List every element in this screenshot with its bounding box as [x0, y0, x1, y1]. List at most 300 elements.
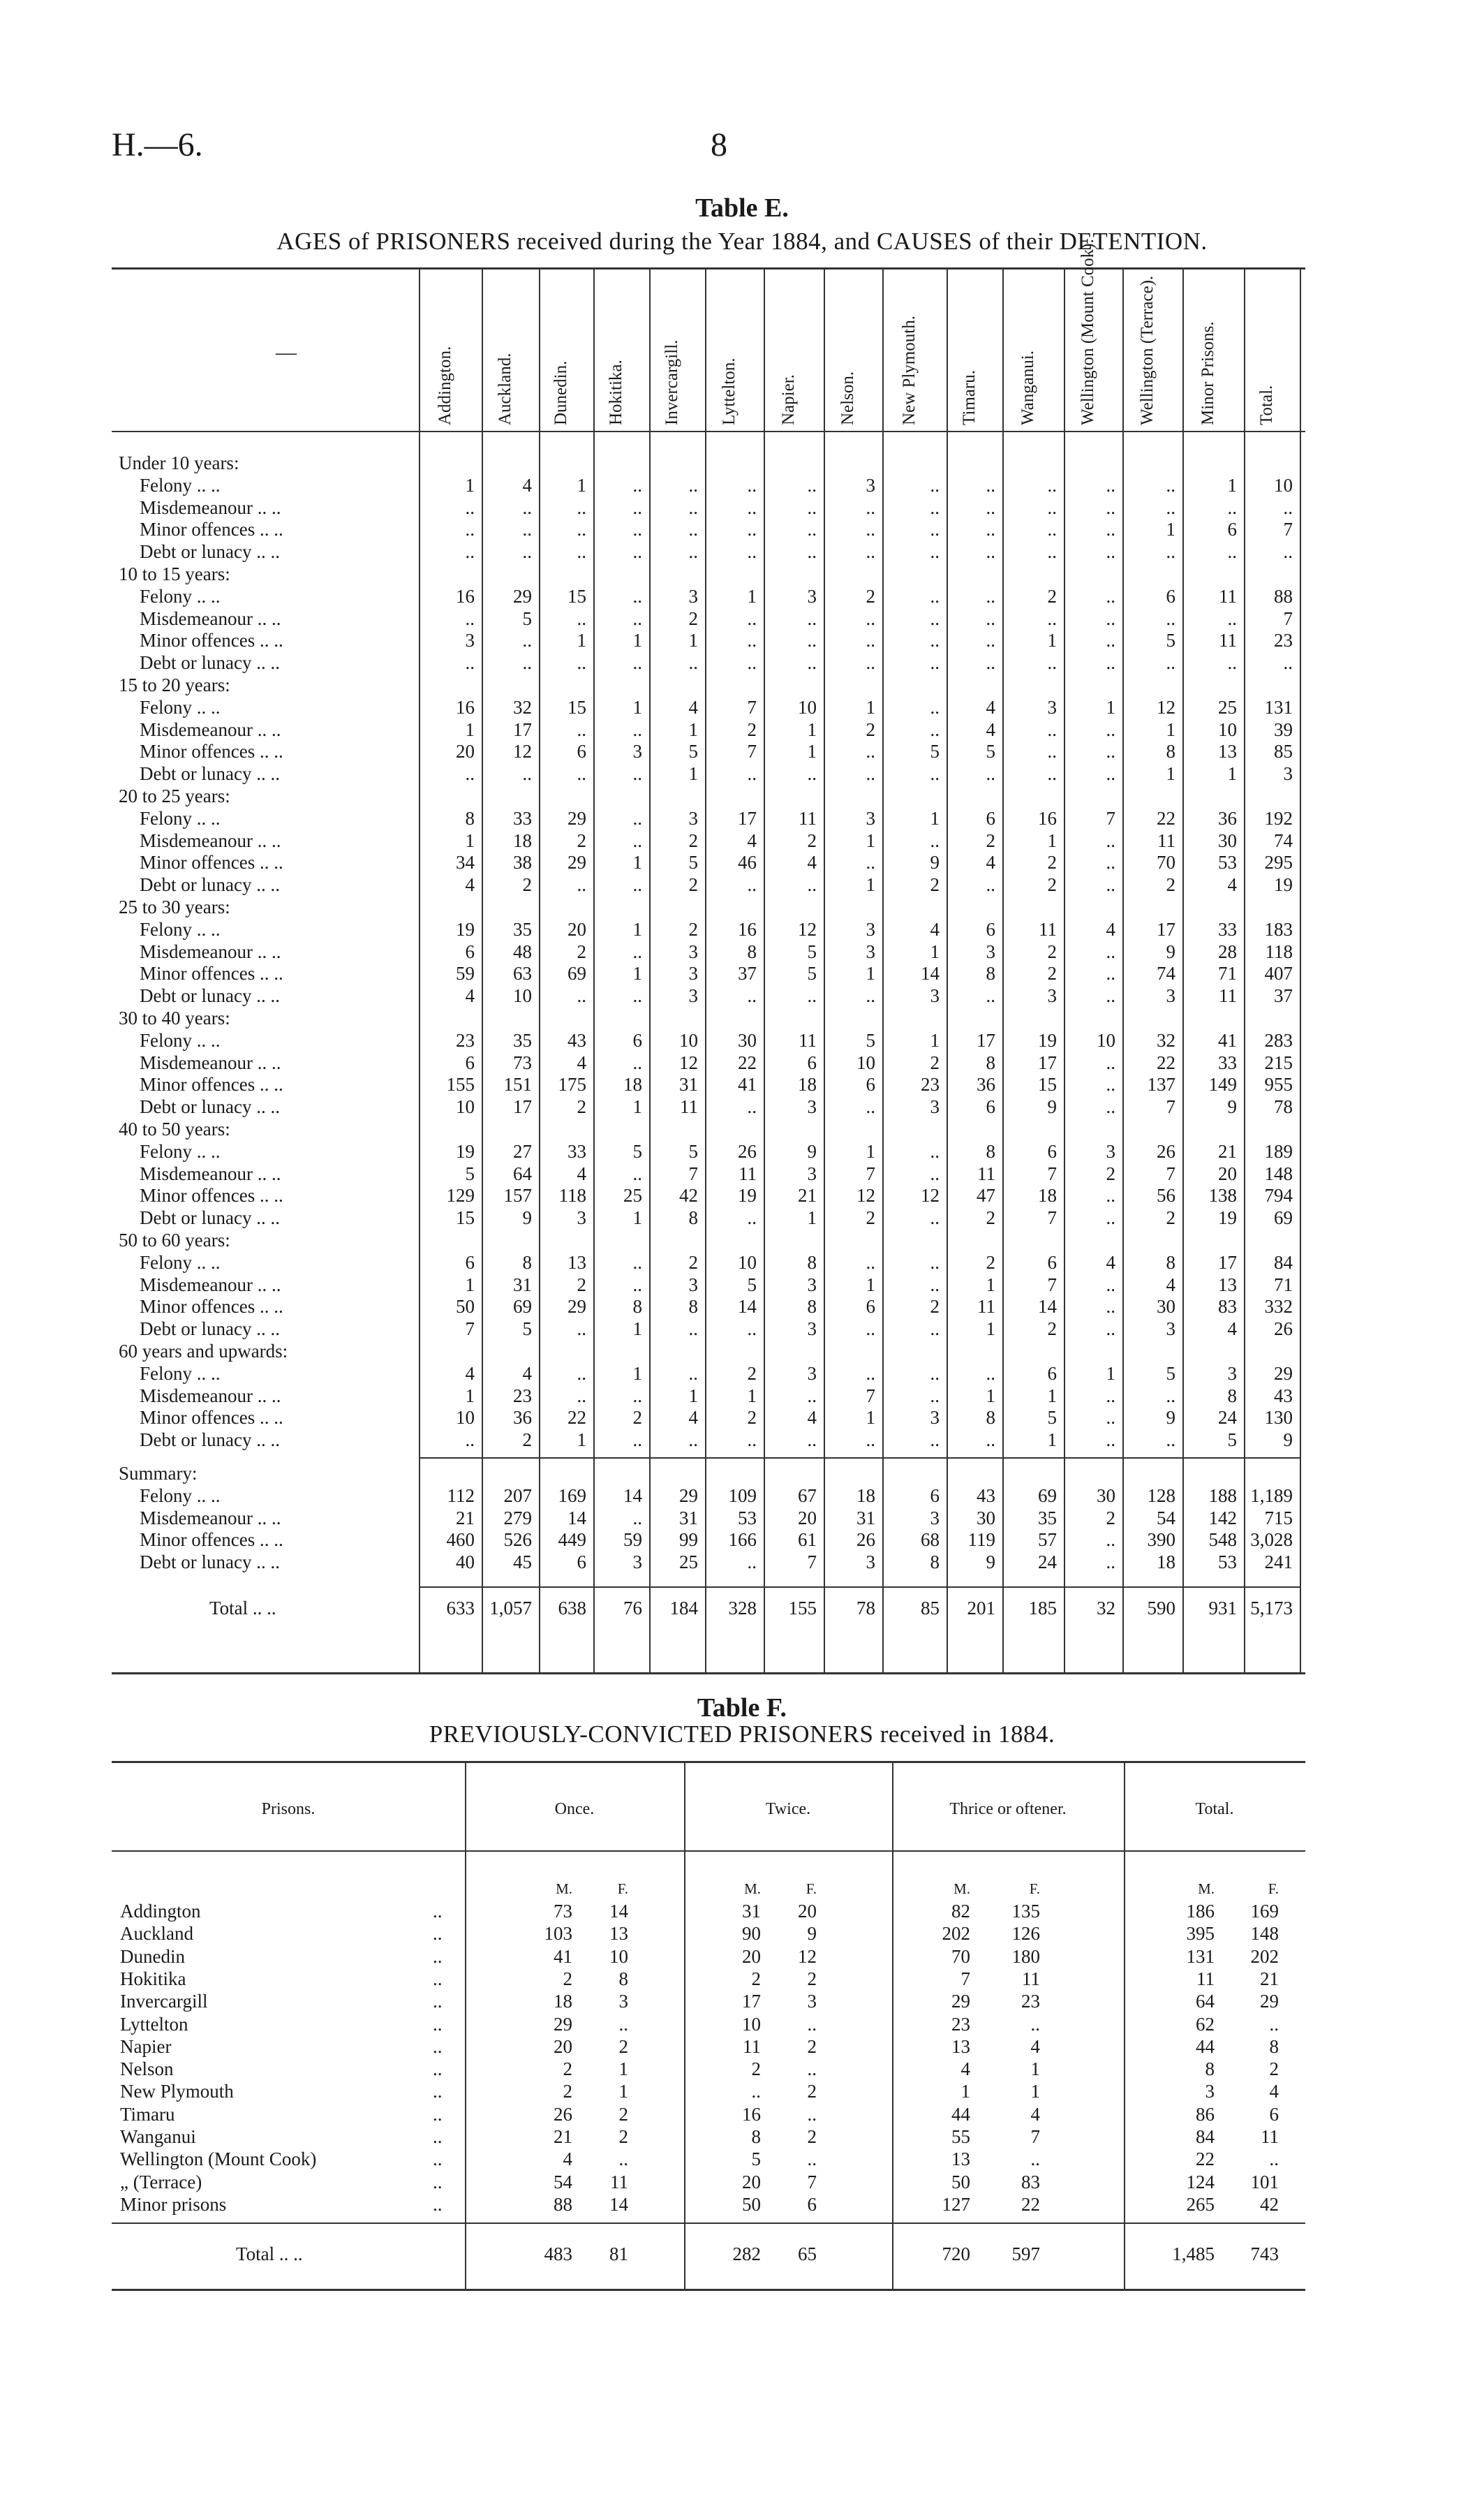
table-e-row-cell: ..: [1106, 652, 1115, 674]
table-f-cell: 202: [942, 1923, 970, 1945]
table-f-cell: 13: [951, 2148, 970, 2170]
table-e-row-cell: 29: [567, 852, 586, 873]
table-e-row-label: Debt or lunacy .. ..: [140, 1551, 280, 1573]
table-e-row-cell: 33: [1218, 1052, 1237, 1073]
table-f-cell: 6: [1269, 2103, 1279, 2125]
table-f-cell: 101: [1250, 2171, 1279, 2192]
table-e-row-cell: 83: [1218, 1296, 1237, 1318]
table-f-cell: 169: [1250, 1901, 1279, 1922]
table-e-row-cell: ..: [1283, 541, 1293, 563]
table-e-row-cell: ..: [632, 807, 642, 829]
table-e-row-cell: ..: [1166, 541, 1175, 563]
table-f-cell: 21: [554, 2126, 572, 2147]
table-e-row-cell: 1: [632, 918, 642, 940]
table-e-row-cell: ..: [632, 1429, 642, 1451]
table-e-row-cell: 2: [986, 1251, 995, 1273]
table-e-row-cell: ..: [1047, 519, 1057, 540]
table-f-leader: ..: [433, 2126, 443, 2147]
table-e-row-cell: 47: [977, 1185, 995, 1207]
table-e-row-cell: 1: [1166, 718, 1175, 740]
table-e-row-cell: 2: [1047, 874, 1057, 896]
table-e-row-cell: 71: [1274, 1274, 1293, 1295]
table-e-total-cell: 5,173: [1250, 1598, 1293, 1619]
table-f-cell: 90: [742, 1923, 761, 1945]
table-e-row-cell: 33: [567, 1140, 586, 1162]
table-e-row-cell: 35: [513, 918, 532, 940]
table-f-cell: 148: [1250, 1923, 1279, 1945]
table-e-row-cell: ..: [866, 852, 875, 873]
table-e-row-label: Felony .. ..: [140, 1362, 221, 1384]
table-f-header-rule: [112, 1850, 1305, 1852]
table-e-bottom-rule: [112, 1672, 1305, 1674]
table-e-row-cell: ..: [930, 541, 940, 563]
table-e-row-cell: ..: [1106, 1429, 1115, 1451]
table-e-row-cell: 192: [1264, 807, 1293, 829]
table-e-row-cell: ..: [632, 874, 642, 896]
table-f-cell: ..: [1030, 2148, 1040, 2170]
table-e-row-cell: 142: [1208, 1507, 1237, 1528]
table-f-cell: 86: [1196, 2103, 1215, 2125]
table-e-total-cell: 931: [1208, 1598, 1237, 1619]
table-e-row-cell: 2: [866, 585, 875, 607]
table-e-row-cell: ..: [747, 607, 757, 629]
table-e-row-cell: 3: [807, 1318, 817, 1340]
table-e-row-cell: 11: [1039, 918, 1057, 940]
table-e-row-cell: ..: [577, 763, 586, 785]
table-e-row-cell: 21: [456, 1507, 475, 1528]
table-e-row-cell: 2: [1106, 1163, 1115, 1184]
table-e-row-cell: 17: [1157, 918, 1175, 940]
table-e-row-cell: 10: [456, 1407, 475, 1429]
table-e-row-cell: 4: [747, 830, 757, 851]
table-e-row-cell: ..: [747, 985, 757, 1007]
table-f-column-divider: [684, 1761, 685, 2289]
table-e-row-cell: 2: [747, 718, 757, 740]
table-f-female-header: F.: [806, 1880, 817, 1897]
table-e-row-cell: 6: [1047, 1251, 1057, 1273]
table-e-row-cell: ..: [807, 607, 817, 629]
table-e-row-cell: 54: [1157, 1507, 1175, 1528]
table-e-row-cell: ..: [1106, 963, 1115, 985]
table-e-row-cell: ..: [930, 1385, 940, 1406]
table-e-row-cell: ..: [1283, 496, 1293, 518]
table-e-row-cell: 5: [807, 941, 817, 962]
table-e-row-cell: 1: [632, 1318, 642, 1340]
table-e-row-cell: ..: [1106, 541, 1115, 563]
table-e-row-cell: 18: [856, 1484, 875, 1506]
table-e-row-cell: ..: [807, 1429, 817, 1451]
table-e-row-cell: 407: [1264, 963, 1293, 985]
table-e-row-cell: 2: [930, 874, 940, 896]
table-e-row-cell: ..: [577, 541, 586, 563]
table-e-row-cell: ..: [930, 763, 940, 785]
table-e-row-cell: 30: [977, 1507, 995, 1528]
table-e-row-cell: 53: [1218, 1551, 1237, 1573]
table-f-cell: 11: [610, 2171, 628, 2192]
table-e-row-cell: 11: [799, 1029, 817, 1051]
table-e-row-label: Misdemeanour .. ..: [140, 1507, 281, 1528]
table-e-row-cell: 26: [1274, 1318, 1293, 1340]
table-e-row-cell: 3: [807, 1163, 817, 1184]
table-e-row-cell: ..: [688, 1362, 698, 1384]
table-e-row-cell: 151: [503, 1074, 532, 1096]
table-e-row-label: Felony .. ..: [140, 918, 221, 940]
table-e-group-label: 20 to 25 years:: [119, 786, 230, 806]
table-e-row-cell: ..: [1047, 763, 1057, 785]
table-e-row-cell: 1: [930, 1029, 940, 1051]
table-e-row-label: Debt or lunacy .. ..: [140, 541, 280, 563]
table-e-row-cell: 53: [738, 1507, 757, 1528]
table-e-row-cell: 8: [522, 1251, 532, 1273]
table-e-row-cell: 2: [577, 1096, 586, 1118]
table-e-row-cell: 4: [465, 874, 475, 896]
table-f-cell: 73: [554, 1901, 572, 1922]
table-e-row-cell: 6: [577, 741, 586, 762]
table-e-row-cell: 215: [1264, 1052, 1293, 1073]
table-e-row-cell: 390: [1147, 1529, 1175, 1551]
table-f-cell: 44: [1196, 2035, 1215, 2057]
table-f-male-header: M.: [744, 1880, 761, 1897]
table-e-row-cell: ..: [632, 1385, 642, 1406]
table-e-row-cell: 69: [1038, 1484, 1057, 1506]
table-e-row-cell: ..: [747, 630, 757, 651]
table-f-row-label: Napier: [120, 2035, 172, 2057]
table-e-row-cell: ..: [1106, 941, 1115, 962]
table-e-row-cell: ..: [807, 763, 817, 785]
table-e-row-cell: 12: [798, 918, 817, 940]
table-e-column-header: Wellington (Mount Cook).: [1078, 239, 1097, 425]
table-e-row-cell: 9: [807, 1140, 817, 1162]
table-e-row-cell: 26: [1157, 1140, 1175, 1162]
table-e-row-cell: 183: [1264, 918, 1293, 940]
table-e-row-cell: 30: [1157, 1296, 1175, 1318]
table-e-row-cell: ..: [866, 607, 875, 629]
table-e-row-cell: ..: [986, 985, 995, 1007]
table-e-row-cell: ..: [986, 763, 995, 785]
table-e-row-cell: 11: [1219, 630, 1237, 651]
table-e-row-cell: 8: [747, 941, 757, 962]
table-e-row-cell: 1: [465, 474, 475, 496]
table-e-row-cell: ..: [807, 519, 817, 540]
table-e-row-cell: ..: [522, 541, 532, 563]
table-f-leader: ..: [433, 2193, 443, 2215]
table-f-leader: ..: [433, 2081, 443, 2102]
table-f-title: Table F.: [697, 1693, 787, 1723]
table-e-row-cell: 2: [1047, 963, 1057, 985]
table-e-row-cell: 8: [807, 1296, 817, 1318]
table-e-row-cell: 166: [728, 1529, 757, 1551]
table-e-row-cell: ..: [688, 1429, 698, 1451]
table-f-total-cell: 483: [544, 2243, 572, 2264]
table-f-cell: 4: [1269, 2081, 1279, 2102]
table-e-row-cell: 2: [1047, 585, 1057, 607]
table-e-row-cell: ..: [866, 985, 875, 1007]
table-e-row-cell: ..: [747, 474, 757, 496]
table-e-row-cell: ..: [747, 496, 757, 518]
table-f-cell: 2: [807, 1968, 817, 1989]
table-f-total-cell: 81: [609, 2243, 628, 2264]
table-e-row-cell: ..: [866, 1318, 875, 1340]
table-f-cell: 55: [951, 2126, 970, 2147]
table-e-row-cell: 20: [1218, 1163, 1237, 1184]
table-f-cell: ..: [807, 2148, 817, 2170]
table-e-row-cell: 715: [1264, 1507, 1293, 1528]
table-f-row-label: Addington: [120, 1901, 201, 1922]
table-e-row-cell: ..: [930, 1362, 940, 1384]
table-e-row-cell: 130: [1264, 1407, 1293, 1429]
table-e-row-cell: 7: [807, 1551, 817, 1573]
table-e-row-cell: ..: [930, 496, 940, 518]
table-e-row-cell: 84: [1274, 1251, 1293, 1273]
table-e-row-cell: 23: [1274, 630, 1293, 651]
table-e-row-cell: ..: [1106, 519, 1115, 540]
table-e-row-cell: 1: [577, 630, 586, 651]
table-e-row-cell: 36: [977, 1074, 995, 1096]
table-f-cell: 3: [1205, 2081, 1215, 2102]
table-e-row-cell: ..: [986, 496, 995, 518]
table-e-row-cell: 241: [1264, 1551, 1293, 1573]
table-e-row-cell: 18: [623, 1074, 642, 1096]
table-e-subtitle: AGES of PRISONERS received during the Year 1884, and CAUSES of their DETENTION.: [276, 228, 1208, 255]
table-e-row-cell: 18: [798, 1074, 817, 1096]
table-e-row-cell: 1: [632, 630, 642, 651]
table-f-total-label: Total .. ..: [236, 2243, 303, 2264]
table-f-cell: 2: [618, 2126, 628, 2147]
table-e-row-cell: 6: [986, 1096, 995, 1118]
table-f-leader: ..: [433, 1923, 443, 1945]
table-e-row-cell: ..: [522, 763, 532, 785]
table-e-row-cell: 14: [1038, 1296, 1057, 1318]
table-e-row-cell: 1: [632, 1207, 642, 1229]
table-e-row-cell: 2: [747, 1407, 757, 1429]
table-e-row-cell: 3: [986, 941, 995, 962]
table-e-row-cell: 3: [930, 985, 940, 1007]
table-e-row-cell: ..: [1106, 1052, 1115, 1073]
table-e-row-cell: 3: [1047, 985, 1057, 1007]
table-e-top-rule: [112, 267, 1305, 270]
table-e-row-cell: 2: [522, 1429, 532, 1451]
table-e-row-cell: ..: [747, 541, 757, 563]
table-e-row-cell: 9: [1283, 1429, 1293, 1451]
table-e-row-cell: ..: [632, 1052, 642, 1073]
table-e-row-cell: 14: [921, 963, 940, 985]
table-f-leader: ..: [433, 1901, 443, 1922]
table-f-cell: 127: [942, 2193, 970, 2215]
table-e-row-cell: 2: [930, 1052, 940, 1073]
table-e-row-cell: 26: [738, 1140, 757, 1162]
table-e-row-cell: 449: [558, 1529, 586, 1551]
table-e-row-cell: ..: [930, 1429, 940, 1451]
table-e-row-cell: 1: [688, 763, 698, 785]
table-e-row-cell: 3: [632, 741, 642, 762]
table-e-row-cell: 9: [930, 852, 940, 873]
table-e-row-cell: ..: [1106, 741, 1115, 762]
table-f-total-cell: 743: [1250, 2243, 1279, 2264]
table-e-row-cell: 30: [738, 1029, 757, 1051]
table-e-row-cell: 1: [1047, 1429, 1057, 1451]
table-e-row-cell: 50: [456, 1296, 475, 1318]
table-e-row-cell: ..: [930, 607, 940, 629]
table-e-row-cell: ..: [465, 519, 475, 540]
table-e-row-cell: ..: [522, 496, 532, 518]
table-e-row-cell: 7: [465, 1318, 475, 1340]
table-e-row-cell: 460: [446, 1529, 475, 1551]
table-e-row-cell: 29: [567, 807, 586, 829]
table-f-row-label: Dunedin: [120, 1945, 185, 1967]
table-e-row-cell: 7: [866, 1385, 875, 1406]
table-e-row-cell: 4: [930, 918, 940, 940]
table-e-row-cell: 2: [688, 1251, 698, 1273]
table-f-cell: 5: [751, 2148, 761, 2170]
table-e-row-cell: 6: [866, 1296, 875, 1318]
table-e-row-cell: 5: [1166, 630, 1175, 651]
table-e-row-cell: 2: [866, 718, 875, 740]
table-e-row-label: Felony .. ..: [140, 807, 221, 829]
table-e-row-cell: 1: [577, 1429, 586, 1451]
table-e-row-cell: 2: [577, 1274, 586, 1295]
table-e-row-cell: 3: [632, 1551, 642, 1573]
table-e-row-cell: 56: [1157, 1185, 1175, 1207]
table-e-row-cell: 955: [1264, 1074, 1293, 1096]
table-e-row-label: Debt or lunacy .. ..: [140, 1207, 280, 1229]
table-f-top-rule: [112, 1761, 1305, 1763]
table-e-row-cell: ..: [632, 519, 642, 540]
table-e-row-cell: 15: [567, 585, 586, 607]
table-e-row-cell: 7: [1047, 1207, 1057, 1229]
table-e-row-cell: 2: [807, 830, 817, 851]
table-e-row-cell: 29: [567, 1296, 586, 1318]
table-e-row-cell: 6: [1227, 519, 1237, 540]
table-f-total-cell: 720: [942, 2243, 970, 2264]
table-f-cell: 16: [742, 2103, 761, 2125]
table-e-row-cell: 548: [1208, 1529, 1237, 1551]
table-f-cell: 1: [1030, 2058, 1040, 2080]
table-e-row-cell: ..: [747, 519, 757, 540]
table-e-row-cell: ..: [632, 1163, 642, 1184]
table-e-row-cell: ..: [632, 496, 642, 518]
table-f-row-label: Hokitika: [120, 1968, 186, 1989]
table-e-row-cell: ..: [747, 1096, 757, 1118]
table-e-row-cell: ..: [986, 874, 995, 896]
table-f-leader: ..: [433, 1945, 443, 1967]
table-e-row-cell: ..: [577, 874, 586, 896]
table-e-row-cell: 1: [866, 1407, 875, 1429]
table-e-row-cell: 11: [977, 1163, 995, 1184]
table-e-row-cell: 67: [798, 1484, 817, 1506]
table-e-row-cell: 38: [513, 852, 532, 873]
table-f-leader: ..: [433, 2013, 443, 2035]
table-e-row-cell: 5: [632, 1140, 642, 1162]
table-f-cell: 7: [807, 2171, 817, 2192]
table-e-row-label: Misdemeanour .. ..: [140, 1274, 281, 1295]
table-e-row-cell: ..: [930, 630, 940, 651]
table-e-row-cell: ..: [807, 474, 817, 496]
table-e-row-cell: ..: [930, 1318, 940, 1340]
table-e-row-cell: 18: [513, 830, 532, 851]
table-e-row-cell: 1: [866, 874, 875, 896]
table-e-total-cell: 184: [669, 1598, 698, 1619]
table-e-row-cell: ..: [747, 1429, 757, 1451]
table-e-row-cell: 1: [465, 718, 475, 740]
table-e-row-cell: 8: [930, 1551, 940, 1573]
table-e-row-cell: 3: [866, 918, 875, 940]
table-e-row-cell: ..: [1166, 1429, 1175, 1451]
table-f-cell: 13: [609, 1923, 628, 1945]
table-e-row-cell: 3: [1047, 696, 1057, 718]
table-e-row-cell: 5: [522, 607, 532, 629]
table-e-column-header: Wellington (Terrace).: [1138, 275, 1157, 425]
table-f-row-label: Wellington (Mount Cook): [120, 2148, 317, 2170]
table-e-row-cell: ..: [632, 652, 642, 674]
table-e-row-cell: 17: [513, 1096, 532, 1118]
table-e-row-cell: 33: [1218, 918, 1237, 940]
table-e-row-cell: 7: [1166, 1096, 1175, 1118]
table-e-row-cell: 59: [623, 1529, 642, 1551]
table-e-row-label: Felony .. ..: [140, 1029, 221, 1051]
table-e-row-cell: 25: [1218, 696, 1237, 718]
table-e-row-cell: ..: [1106, 1074, 1115, 1096]
table-e-row-cell: 4: [465, 1362, 475, 1384]
table-e-row-cell: 1: [577, 474, 586, 496]
table-e-row-cell: 5: [930, 741, 940, 762]
table-e-row-cell: ..: [577, 1318, 586, 1340]
table-e-row-label: Minor offences .. ..: [140, 1185, 283, 1207]
table-f-leader: ..: [433, 2058, 443, 2080]
table-f-cell: ..: [1269, 2013, 1279, 2035]
table-e-group-label: 25 to 30 years:: [119, 897, 230, 917]
table-e-row-cell: ..: [1166, 1385, 1175, 1406]
table-e-row-cell: 3: [866, 474, 875, 496]
table-e-row-cell: 16: [456, 696, 475, 718]
table-e-row-cell: ..: [577, 607, 586, 629]
table-f-total-cell: 282: [732, 2243, 761, 2264]
table-e-row-cell: 4: [522, 474, 532, 496]
table-f-cell: 6: [807, 2193, 817, 2215]
table-f-female-header: F.: [617, 1880, 628, 1897]
table-e-row-cell: 21: [1218, 1140, 1237, 1162]
table-e-row-cell: ..: [747, 652, 757, 674]
table-e-row-cell: ..: [807, 1385, 817, 1406]
table-e-row-cell: 4: [577, 1052, 586, 1073]
table-e-row-cell: 53: [1218, 852, 1237, 873]
table-f-row-label: Timaru: [120, 2103, 175, 2125]
table-e-row-cell: ..: [747, 874, 757, 896]
table-e-column-header: Minor Prisons.: [1199, 321, 1217, 425]
table-e-row-cell: 4: [522, 1362, 532, 1384]
table-e-column-divider: [1300, 267, 1301, 1672]
table-e-row-cell: 17: [738, 807, 757, 829]
table-e-total-cell: 638: [558, 1598, 586, 1619]
table-e-row-cell: ..: [632, 1274, 642, 1295]
table-f-row-label: Minor prisons: [120, 2193, 227, 2215]
table-e-row-cell: 169: [558, 1484, 586, 1506]
table-e-row-cell: ..: [1106, 1407, 1115, 1429]
table-f-cell: 8: [1205, 2058, 1215, 2080]
table-e-column-header: Hokitika.: [607, 360, 625, 425]
table-f-total-cell: 1,485: [1172, 2243, 1215, 2264]
table-e-row-cell: 2: [688, 607, 698, 629]
table-e-row-cell: 1: [688, 630, 698, 651]
table-e-total-cell: 32: [1097, 1598, 1115, 1619]
table-e-row-cell: ..: [1106, 852, 1115, 873]
table-e-total-rule: [419, 1586, 1300, 1588]
table-e-row-cell: 22: [738, 1052, 757, 1073]
table-f-cell: 126: [1011, 1923, 1040, 1945]
table-f-total-cell: 597: [1011, 2243, 1040, 2264]
table-e-row-label: Minor offences .. ..: [140, 1296, 283, 1318]
table-f-cell: 7: [1030, 2126, 1040, 2147]
table-e-row-cell: 69: [567, 963, 586, 985]
